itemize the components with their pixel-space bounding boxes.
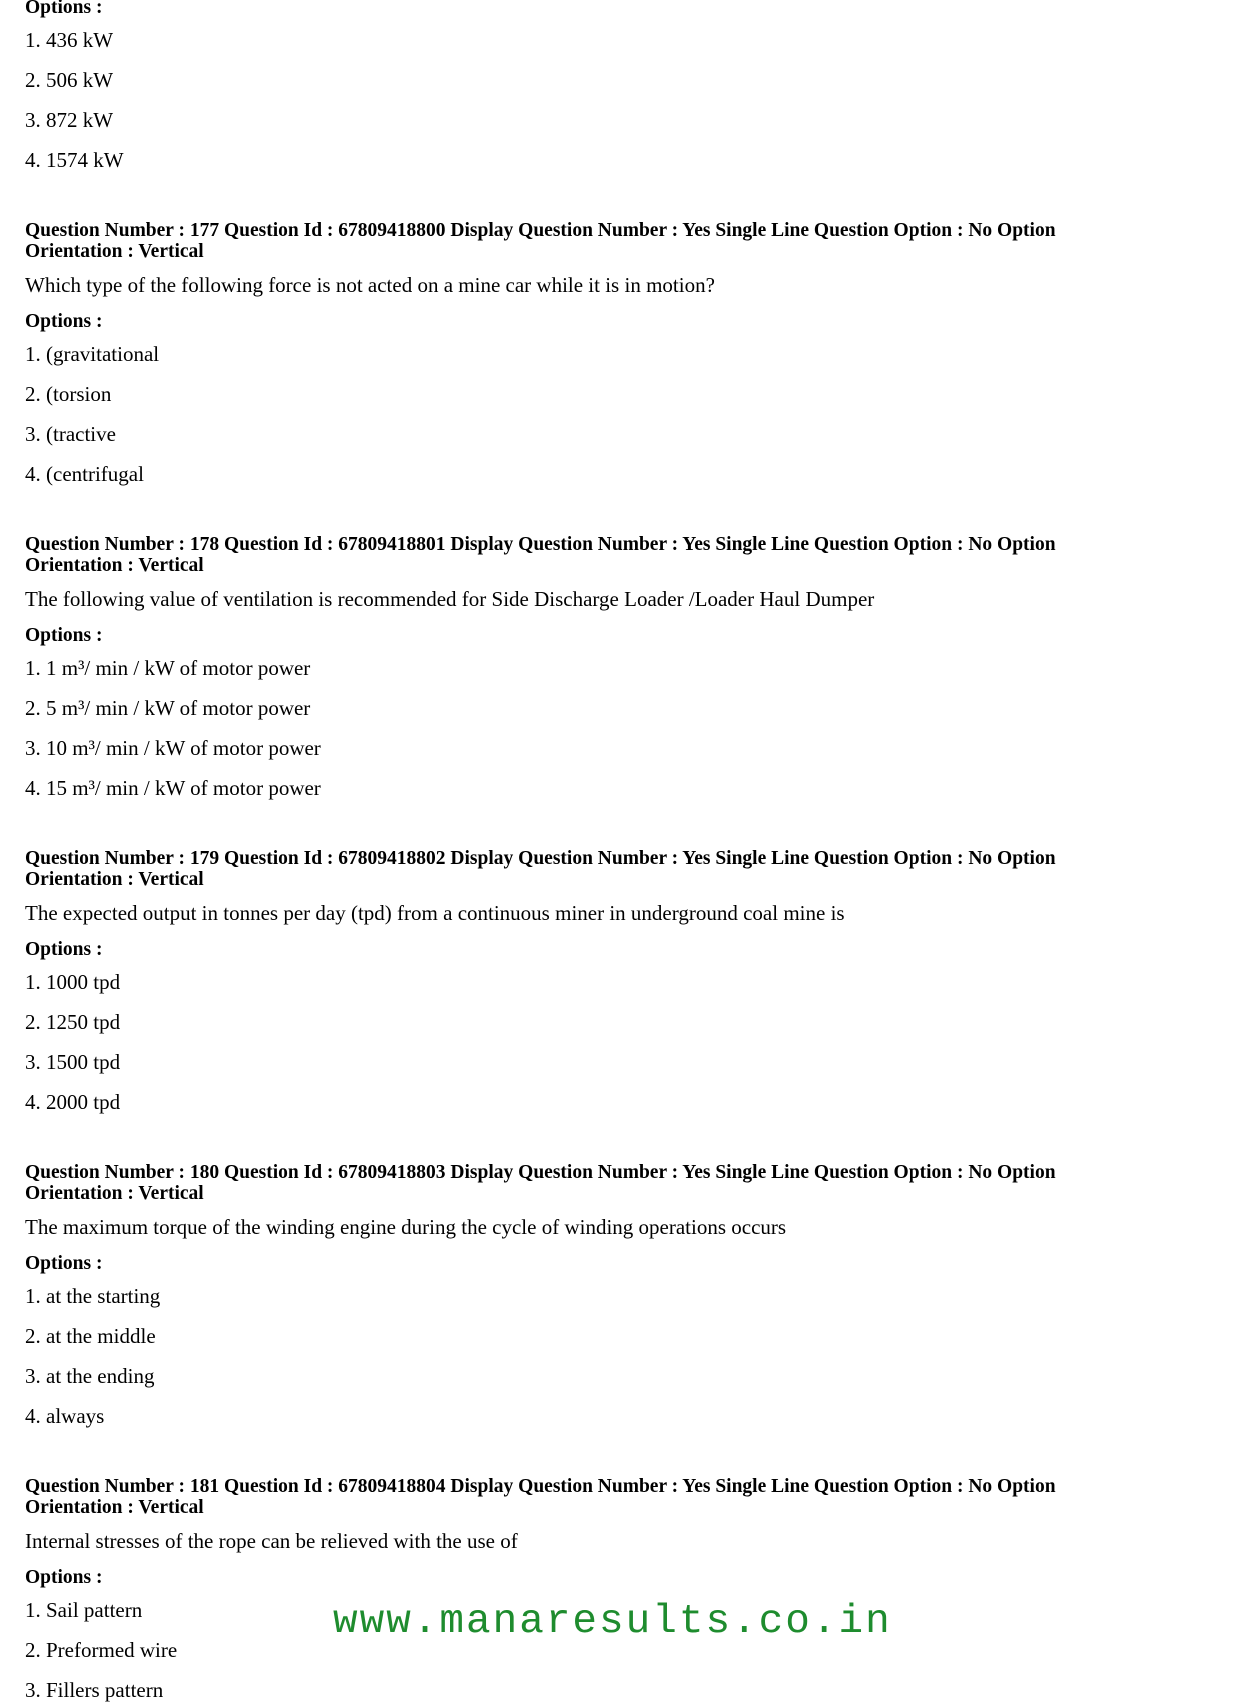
option-item: 3. (tractive — [25, 422, 116, 446]
option-item: 1. at the starting — [25, 1284, 161, 1308]
option-item: 3. at the ending — [25, 1364, 155, 1388]
option-item: 4. (centrifugal — [25, 462, 144, 486]
option-item: 2. 506 kW — [25, 68, 114, 92]
question-text: The following value of ventilation is recommended for Side Discharge Loader /Loader Haul Dumper — [25, 587, 875, 611]
option-item: 2. 1250 tpd — [25, 1010, 121, 1034]
options-label: Options : — [25, 1253, 103, 1274]
question-header: Question Number : 177 Question Id : 67809418800 Display Question Number : Yes Single Line Question Option : No Option — [25, 220, 1056, 241]
question-header: Question Number : 178 Question Id : 67809418801 Display Question Number : Yes Single Line Question Option : No Option — [25, 534, 1056, 555]
question-text: Internal stresses of the rope can be relieved with the use of — [25, 1529, 518, 1553]
question-header-orientation: Orientation : Vertical — [25, 555, 204, 576]
options-label: Options : — [25, 0, 103, 18]
option-item: 1. Sail pattern — [25, 1598, 143, 1622]
question-text: The expected output in tonnes per day (tpd) from a continuous miner in underground coal mine is — [25, 901, 845, 925]
options-label: Options : — [25, 1567, 103, 1588]
question-header: Question Number : 181 Question Id : 67809418804 Display Question Number : Yes Single Line Question Option : No Option — [25, 1476, 1056, 1497]
option-item: 1. 1 m³/ min / kW of motor power — [25, 656, 311, 680]
option-item: 3. Fillers pattern — [25, 1678, 164, 1702]
option-item: 2. 5 m³/ min / kW of motor power — [25, 696, 311, 720]
question-header-orientation: Orientation : Vertical — [25, 241, 204, 262]
question-header-orientation: Orientation : Vertical — [25, 1183, 204, 1204]
option-item: 4. 1574 kW — [25, 148, 124, 172]
question-header: Question Number : 180 Question Id : 67809418803 Display Question Number : Yes Single Line Question Option : No Option — [25, 1162, 1056, 1183]
option-item: 2. at the middle — [25, 1324, 156, 1348]
option-item: 3. 1500 tpd — [25, 1050, 121, 1074]
question-header-orientation: Orientation : Vertical — [25, 869, 204, 890]
option-item: 1. (gravitational — [25, 342, 160, 366]
option-item: 1. 436 kW — [25, 28, 114, 52]
question-header: Question Number : 179 Question Id : 67809418802 Display Question Number : Yes Single Line Question Option : No Option — [25, 848, 1056, 869]
options-label: Options : — [25, 311, 103, 332]
question-text: Which type of the following force is not acted on a mine car while it is in motion? — [25, 273, 715, 297]
option-item: 2. Preformed wire — [25, 1638, 178, 1662]
options-label: Options : — [25, 939, 103, 960]
option-item: 1. 1000 tpd — [25, 970, 121, 994]
option-item: 2. (torsion — [25, 382, 112, 406]
option-item: 4. 15 m³/ min / kW of motor power — [25, 776, 321, 800]
question-header-orientation: Orientation : Vertical — [25, 1497, 204, 1518]
option-item: 3. 872 kW — [25, 108, 114, 132]
question-text: The maximum torque of the winding engine during the cycle of winding operations occurs — [25, 1215, 787, 1239]
option-item: 3. 10 m³/ min / kW of motor power — [25, 736, 321, 760]
watermark-link[interactable]: www.manaresults.co.in — [333, 1599, 892, 1645]
option-item: 4. 2000 tpd — [25, 1090, 121, 1114]
option-item: 4. always — [25, 1404, 105, 1428]
options-label: Options : — [25, 625, 103, 646]
